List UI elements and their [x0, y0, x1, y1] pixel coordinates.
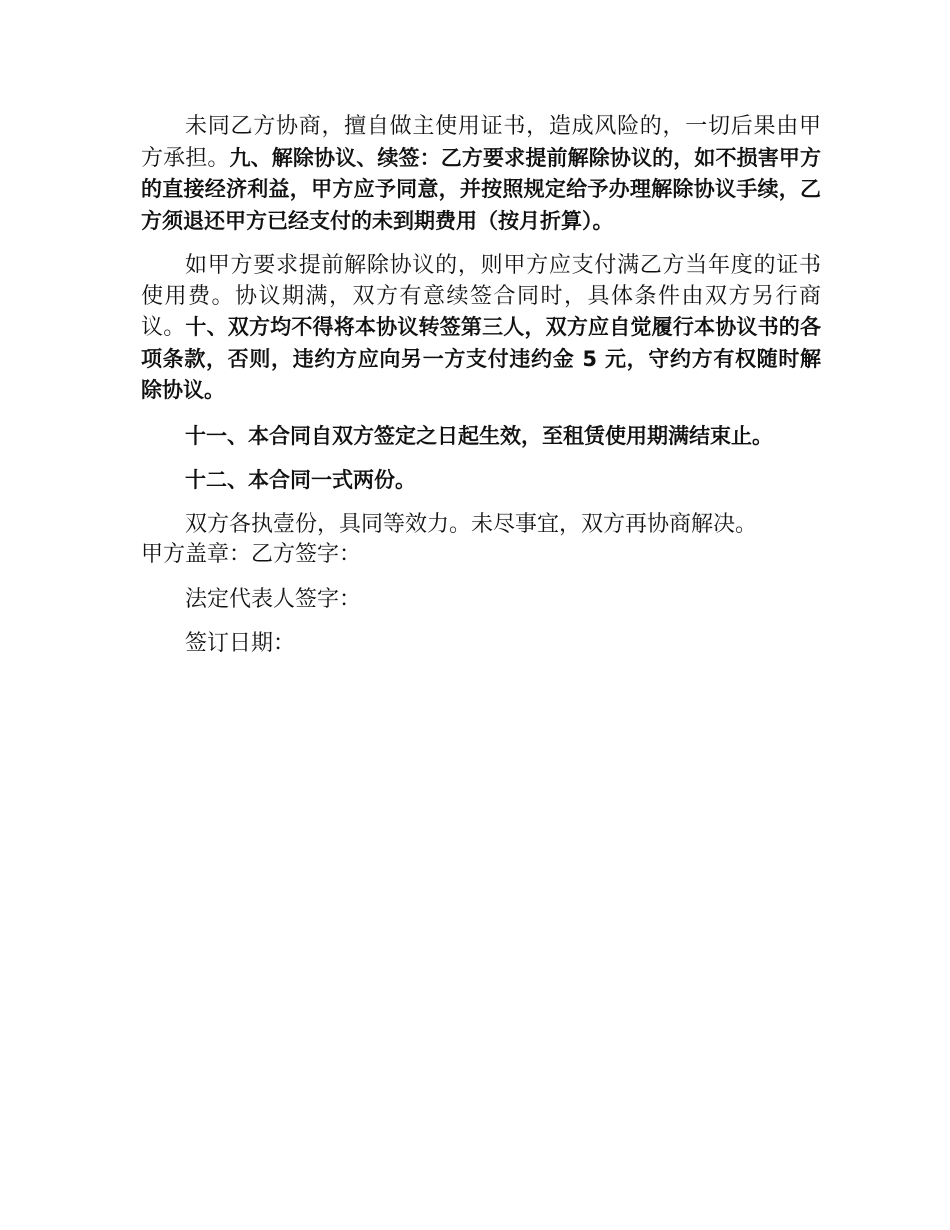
paragraph-copies: 双方各执壹份，具同等效力。未尽事宜，双方再协商解决。 [185, 511, 758, 537]
clause-eleven: 十一、本合同自双方签定之日起生效，至租赁使用期满结束止。 [185, 423, 773, 448]
party-signature-line: 甲方盖章：乙方签字： [141, 542, 362, 567]
signing-date: 签订日期： [185, 631, 296, 656]
clause-twelve: 十二、本合同一式两份。 [185, 468, 416, 492]
legal-representative-signature: 法定代表人签字： [185, 586, 362, 612]
paragraph-clause-ten [141, 251, 821, 407]
clause-ten-heading: 十、双方均不得将本协议转签第三人，双方应自觉履行本协议书的各项条款，否则，违约方应向另一方支付违约金 5 元，守约方有权随时解除协议。 [141, 315, 821, 402]
paragraph-clause-nine [141, 112, 821, 237]
document-page [141, 112, 821, 674]
clause-nine-heading: 九、解除协议、续签：乙方要求提前解除协议的，如不损害甲方的直接经济利益，甲方应予同意，并按照规定给予办理解除协议手续，乙方须退还甲方已经支付的未到期费用（按月折算）。 [141, 145, 821, 233]
paragraph-text: 未同乙方协商，擅自做主使用证书，造成风险的，一切后果由甲方承担。 [141, 114, 821, 171]
paragraph-text: 如甲方要求提前解除协议的，则甲方应支付满乙方当年度的证书使用费。协议期满，双方有意续签合同时，具体条件由双方另行商议。 [141, 253, 821, 340]
